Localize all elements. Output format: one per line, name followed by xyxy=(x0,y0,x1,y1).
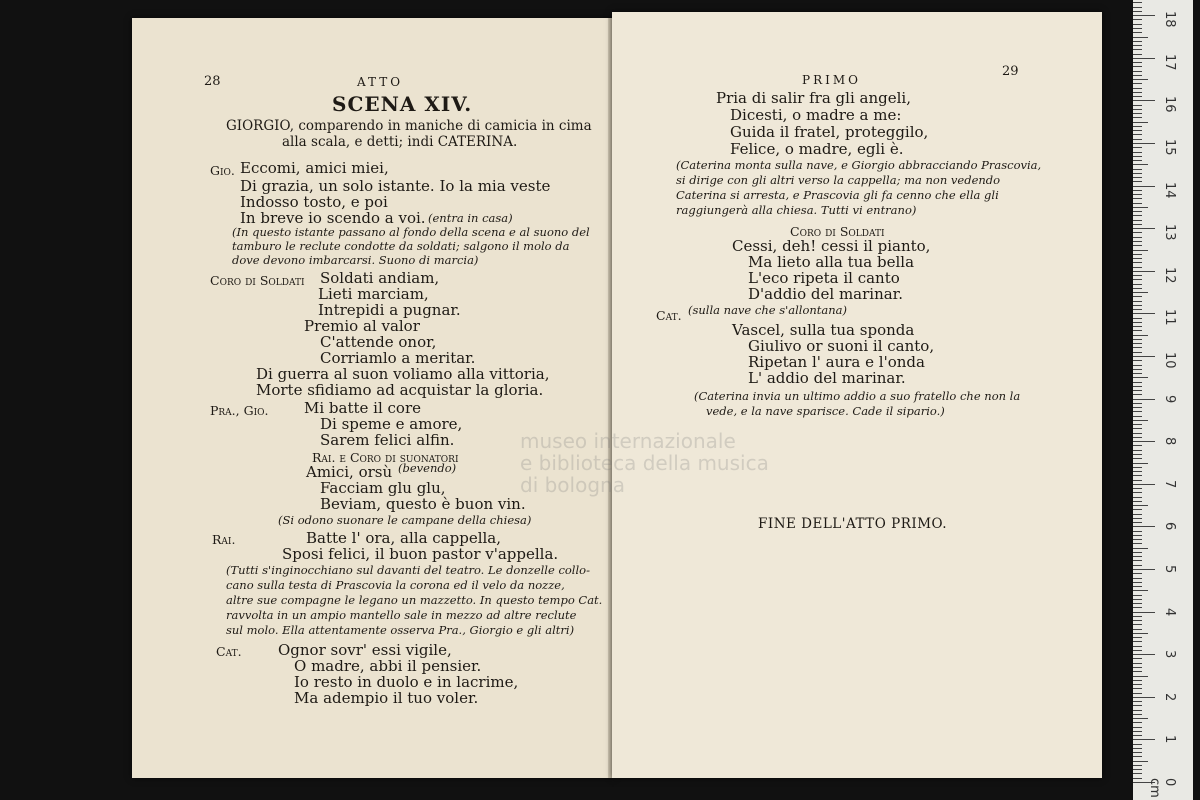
ruler-tick xyxy=(1133,701,1142,702)
stage-note: vede, e la nave sparisce. Cade il sipario.) xyxy=(706,404,945,418)
ruler-tick xyxy=(1133,522,1142,523)
ruler-tick xyxy=(1133,424,1142,425)
ruler-tick xyxy=(1133,552,1142,553)
ruler-number: 4 xyxy=(1162,607,1177,616)
scene-title: SCENA XIV. xyxy=(332,92,473,116)
verse-line: Vascel, sulla tua sponda xyxy=(732,321,915,339)
ruler-tick xyxy=(1133,220,1142,221)
ruler-tick xyxy=(1133,756,1142,757)
ruler-tick xyxy=(1133,377,1148,378)
ruler-tick xyxy=(1133,139,1142,140)
verse-line: Dicesti, o madre a me: xyxy=(730,106,902,124)
ruler-tick xyxy=(1133,654,1155,655)
verse-line: C'attende onor, xyxy=(320,333,437,351)
ruler-tick xyxy=(1133,454,1142,455)
ruler-tick xyxy=(1133,731,1142,732)
ruler-tick xyxy=(1133,343,1142,344)
verse-line: L' addio del marinar. xyxy=(748,369,906,387)
ruler-tick xyxy=(1133,228,1155,229)
ruler-tick xyxy=(1133,292,1148,293)
ruler-tick xyxy=(1133,680,1142,681)
speaker-label: Rai. e Coro di suonatori xyxy=(312,450,459,465)
ruler-tick xyxy=(1133,739,1155,740)
verse-line: Cessi, deh! cessi il pianto, xyxy=(732,237,931,255)
ruler-number: 10 xyxy=(1162,352,1177,369)
ruler-tick xyxy=(1133,152,1142,153)
ruler-tick xyxy=(1133,624,1142,625)
ruler-tick xyxy=(1133,718,1148,719)
speaker-label: Pra., Gio. xyxy=(210,403,269,418)
ruler-tick xyxy=(1133,710,1142,711)
right-page xyxy=(612,12,1102,778)
ruler-tick xyxy=(1133,620,1142,621)
ruler-tick xyxy=(1133,727,1142,728)
verse-line: O madre, abbi il pensier. xyxy=(294,657,482,675)
speaker-label: Cat. xyxy=(656,308,682,323)
ruler-tick xyxy=(1133,58,1155,59)
ruler-tick xyxy=(1133,318,1142,319)
ruler-tick xyxy=(1133,480,1142,481)
ruler-number: 3 xyxy=(1162,650,1177,659)
ruler-tick xyxy=(1133,744,1142,745)
ruler-tick xyxy=(1133,603,1142,604)
ruler-tick xyxy=(1133,450,1142,451)
ruler-tick xyxy=(1133,773,1142,774)
stage-note: sul molo. Ella attentamente osserva Pra., Giorgio e gli altri) xyxy=(226,623,575,637)
ruler-tick xyxy=(1133,156,1142,157)
ruler-tick xyxy=(1133,556,1142,557)
ruler-tick xyxy=(1133,693,1142,694)
verse-line: Guida il fratel, proteggilo, xyxy=(730,123,929,141)
ruler-tick xyxy=(1133,765,1142,766)
ruler-tick xyxy=(1133,761,1148,762)
running-header: ATTO xyxy=(357,75,404,89)
ruler-number: 6 xyxy=(1162,522,1177,531)
ruler-tick xyxy=(1133,237,1142,238)
verse-line: Felice, o madre, egli è. xyxy=(730,140,904,158)
ruler-tick xyxy=(1133,509,1142,510)
ruler-tick xyxy=(1133,267,1142,268)
ruler-tick xyxy=(1133,535,1142,536)
ruler-tick xyxy=(1133,386,1142,387)
ruler-tick xyxy=(1133,539,1142,540)
ruler-tick xyxy=(1133,356,1155,357)
speaker-label: Cat. xyxy=(216,644,242,659)
ruler-tick xyxy=(1133,582,1142,583)
ruler-tick xyxy=(1133,467,1142,468)
ruler-number: 11 xyxy=(1162,309,1177,326)
verse-line: Pria di salir fra gli angeli, xyxy=(716,89,911,107)
stage-note: si dirige con gli altri verso la cappella; ma non vedendo xyxy=(676,173,1001,187)
ruler-tick xyxy=(1133,134,1142,135)
library-watermark: museo internazionale e biblioteca della musica di bologna xyxy=(520,429,769,497)
stage-note: (In questo istante passano al fondo della scena e al suono del xyxy=(232,225,590,239)
verse-line: Di grazia, un solo istante. Io la mia veste xyxy=(240,177,551,195)
stage-direction: alla scala, e detti; indi CATERINA. xyxy=(282,134,518,150)
ruler-tick xyxy=(1133,15,1155,16)
ruler-tick xyxy=(1133,595,1142,596)
ruler-tick xyxy=(1133,19,1142,20)
ruler-tick xyxy=(1133,181,1142,182)
ruler-tick xyxy=(1133,403,1142,404)
ruler-tick xyxy=(1133,697,1155,698)
ruler-tick xyxy=(1133,548,1148,549)
ruler-tick xyxy=(1133,301,1142,302)
ruler-tick xyxy=(1133,160,1142,161)
ruler-tick xyxy=(1133,109,1142,110)
ruler-tick xyxy=(1133,514,1142,515)
ruler-tick xyxy=(1133,578,1142,579)
ruler-number: 2 xyxy=(1162,692,1177,702)
ruler-tick xyxy=(1133,66,1142,67)
verse-line: Corriamlo a meritar. xyxy=(320,349,476,367)
ruler-number: 8 xyxy=(1162,437,1177,446)
ruler-number: 9 xyxy=(1162,394,1177,403)
ruler-tick xyxy=(1133,714,1142,715)
ruler-tick xyxy=(1133,11,1142,12)
ruler-tick xyxy=(1133,32,1142,33)
verse-line: Di speme e amore, xyxy=(320,415,463,433)
ruler-tick xyxy=(1133,735,1142,736)
ruler-tick xyxy=(1133,629,1142,630)
ruler-tick xyxy=(1133,352,1142,353)
ruler-tick xyxy=(1133,296,1142,297)
ruler-tick xyxy=(1133,130,1142,131)
ruler-tick xyxy=(1133,241,1142,242)
ruler-tick xyxy=(1133,586,1142,587)
ruler-tick xyxy=(1133,518,1142,519)
ruler-tick xyxy=(1133,45,1142,46)
ruler-tick xyxy=(1133,752,1142,753)
measurement-ruler xyxy=(1133,0,1193,800)
ruler-tick xyxy=(1133,96,1142,97)
ruler-tick xyxy=(1133,658,1142,659)
ruler-tick xyxy=(1133,420,1148,421)
verse-line: Sarem felici alfin. xyxy=(320,431,455,449)
stage-direction: GIORGIO, comparendo in maniche di camicia in cima xyxy=(226,118,592,134)
ruler-tick xyxy=(1133,71,1142,72)
ruler-tick xyxy=(1133,778,1142,779)
ruler-tick xyxy=(1133,2,1142,3)
ruler-tick xyxy=(1133,573,1142,574)
ruler-tick xyxy=(1133,637,1142,638)
ruler-tick xyxy=(1133,565,1142,566)
ruler-tick xyxy=(1133,569,1155,570)
verse-line: Giulivo or suoni il canto, xyxy=(748,337,935,355)
ruler-tick xyxy=(1133,471,1142,472)
ruler-tick xyxy=(1133,463,1148,464)
stage-note: (bevendo) xyxy=(398,461,457,475)
ruler-tick xyxy=(1133,232,1142,233)
speaker-label: Coro di Soldati xyxy=(210,273,305,288)
ruler-tick xyxy=(1133,49,1142,50)
ruler-tick xyxy=(1133,250,1148,251)
ruler-tick xyxy=(1133,143,1155,144)
ruler-number: 18 xyxy=(1162,11,1177,28)
ruler-tick xyxy=(1133,275,1142,276)
ruler-number: 1 xyxy=(1162,735,1177,744)
ruler-number: 15 xyxy=(1162,139,1177,156)
ruler-tick xyxy=(1133,330,1142,331)
ruler-tick xyxy=(1133,198,1142,199)
running-header: PRIMO xyxy=(802,73,861,87)
verse-line: Eccomi, amici miei, xyxy=(240,159,389,177)
ruler-tick xyxy=(1133,211,1142,212)
ruler-tick xyxy=(1133,612,1155,613)
verse-line: Premio al valor xyxy=(304,317,420,335)
ruler-tick xyxy=(1133,190,1142,191)
ruler-tick xyxy=(1133,117,1142,118)
ruler-tick xyxy=(1133,492,1142,493)
ruler-tick xyxy=(1133,322,1142,323)
ruler-tick xyxy=(1133,169,1142,170)
ruler-tick xyxy=(1133,164,1148,165)
ruler-tick xyxy=(1133,271,1155,272)
ruler-tick xyxy=(1133,305,1142,306)
ruler-tick xyxy=(1133,488,1142,489)
ruler-tick xyxy=(1133,671,1142,672)
ruler-tick xyxy=(1133,75,1142,76)
verse-line: Ognor sovr' essi vigile, xyxy=(278,641,452,659)
ruler-tick xyxy=(1133,428,1142,429)
ruler-tick xyxy=(1133,445,1142,446)
ruler-tick xyxy=(1133,369,1142,370)
ruler-tick xyxy=(1133,313,1155,314)
ruler-tick xyxy=(1133,497,1142,498)
ruler-number: 12 xyxy=(1162,266,1177,284)
verse-line: Ma lieto alla tua bella xyxy=(748,253,915,271)
verse-line: Beviam, questo è buon vin. xyxy=(320,495,526,513)
verse-line: Batte l' ora, alla cappella, xyxy=(306,529,502,547)
stage-note: tamburo le reclute condotte da soldati; salgono il molo da xyxy=(232,239,570,253)
ruler-number: 0 cm xyxy=(1147,778,1177,798)
ruler-tick xyxy=(1133,284,1142,285)
left-page xyxy=(132,18,614,778)
verse-line: In breve io scendo a voi. xyxy=(240,209,426,227)
ruler-tick xyxy=(1133,663,1142,664)
ruler-tick xyxy=(1133,79,1148,80)
ruler-tick xyxy=(1133,505,1148,506)
stage-note: (sulla nave che s'allontana) xyxy=(688,303,848,317)
ruler-tick xyxy=(1133,339,1142,340)
stage-note: dove devono imbarcarsi. Suono di marcia) xyxy=(232,253,479,267)
ruler-tick xyxy=(1133,7,1142,8)
stage-note: (Tutti s'inginocchiano sul davanti del teatro. Le donzelle collo- xyxy=(226,563,590,577)
ruler-number: 14 xyxy=(1162,181,1177,199)
ruler-tick xyxy=(1133,531,1142,532)
ruler-tick xyxy=(1133,335,1148,336)
ruler-tick xyxy=(1133,475,1142,476)
ruler-tick xyxy=(1133,186,1155,187)
ruler-tick xyxy=(1133,365,1142,366)
ruler-tick xyxy=(1133,88,1142,89)
verse-line: Io resto in duolo e in lacrime, xyxy=(294,673,519,691)
ruler-tick xyxy=(1133,147,1142,148)
ruler-tick xyxy=(1133,382,1142,383)
ruler-tick xyxy=(1133,684,1142,685)
ruler-number: 13 xyxy=(1162,224,1177,241)
ruler-tick xyxy=(1133,633,1148,634)
ruler-tick xyxy=(1133,100,1155,101)
ruler-tick xyxy=(1133,769,1142,770)
ruler-number: 17 xyxy=(1162,53,1177,71)
ruler-tick xyxy=(1133,607,1142,608)
ruler-tick xyxy=(1133,92,1142,93)
ruler-tick xyxy=(1133,224,1142,225)
ruler-tick xyxy=(1133,279,1142,280)
ruler-tick xyxy=(1133,62,1142,63)
ruler-tick xyxy=(1133,122,1148,123)
verse-line: Mi batte il core xyxy=(304,399,422,417)
ruler-tick xyxy=(1133,105,1142,106)
ruler-tick xyxy=(1133,722,1142,723)
ruler-tick xyxy=(1133,258,1142,259)
ruler-tick xyxy=(1133,411,1142,412)
stage-note: (Caterina monta sulla nave, e Giorgio abbracciando Prascovia, xyxy=(676,158,1042,172)
ruler-tick xyxy=(1133,688,1142,689)
ruler-tick xyxy=(1133,360,1142,361)
ruler-tick xyxy=(1133,416,1142,417)
speaker-label: Gio. xyxy=(210,163,235,178)
ruler-tick xyxy=(1133,543,1142,544)
ruler-tick xyxy=(1133,590,1148,591)
ruler-tick xyxy=(1133,207,1148,208)
verse-line: Di guerra al suon voliamo alla vittoria, xyxy=(256,365,550,383)
stage-note: raggiungerà alla chiesa. Tutti vi entrano) xyxy=(676,203,917,217)
stage-note: ravvolta in un ampio mantello sale in mezzo ad altre reclute xyxy=(226,608,577,622)
ruler-tick xyxy=(1133,748,1142,749)
verse-line: Lieti marciam, xyxy=(318,285,429,303)
ruler-tick xyxy=(1133,288,1142,289)
ruler-tick xyxy=(1133,126,1142,127)
ruler-tick xyxy=(1133,54,1142,55)
page-number: 29 xyxy=(1002,64,1019,79)
ruler-tick xyxy=(1133,394,1142,395)
stage-note: (Caterina invia un ultimo addio a suo fratello che non la xyxy=(694,389,1021,403)
ruler-tick xyxy=(1133,667,1142,668)
ruler-tick xyxy=(1133,560,1142,561)
ruler-tick xyxy=(1133,399,1155,400)
ruler-tick xyxy=(1133,309,1142,310)
stage-note: (Si odono suonare le campane della chiesa) xyxy=(278,513,532,527)
ruler-tick xyxy=(1133,113,1142,114)
ruler-tick xyxy=(1133,28,1142,29)
speaker-label: Rai. xyxy=(212,532,236,547)
ruler-tick xyxy=(1133,245,1142,246)
ruler-tick xyxy=(1133,484,1155,485)
ruler-tick xyxy=(1133,641,1142,642)
ruler-tick xyxy=(1133,194,1142,195)
page-number: 28 xyxy=(204,74,221,89)
ruler-tick xyxy=(1133,433,1142,434)
verse-line: Intrepidi a pugnar. xyxy=(318,301,461,319)
verse-line: Ma adempio il tuo voler. xyxy=(294,689,479,707)
ruler-number: 16 xyxy=(1162,96,1177,113)
verse-line: Amici, orsù xyxy=(306,463,393,481)
ruler-tick xyxy=(1133,501,1142,502)
verse-line: Facciam glu glu, xyxy=(320,479,446,497)
ruler-tick xyxy=(1133,407,1142,408)
speaker-label: Coro di Soldati xyxy=(790,224,885,239)
ruler-tick xyxy=(1133,373,1142,374)
verse-line: Soldati andiam, xyxy=(320,269,440,287)
ruler-tick xyxy=(1133,177,1142,178)
verse-line: D'addio del marinar. xyxy=(748,285,903,303)
verse-line: Morte sfidiamo ad acquistar la gloria. xyxy=(256,381,544,399)
ruler-number: 5 xyxy=(1162,565,1177,574)
ruler-tick xyxy=(1133,326,1142,327)
ruler-tick xyxy=(1133,173,1142,174)
ruler-tick xyxy=(1133,599,1142,600)
ruler-tick xyxy=(1133,705,1142,706)
ruler-tick xyxy=(1133,646,1142,647)
ruler-number: 7 xyxy=(1162,479,1177,489)
stage-note: (entra in casa) xyxy=(428,211,513,225)
verse-line: Indosso tosto, e poi xyxy=(240,193,388,211)
ruler-tick xyxy=(1133,650,1142,651)
stage-note: cano sulla testa di Prascovia la corona ed il velo da nozze, xyxy=(226,578,565,592)
ruler-tick xyxy=(1133,616,1142,617)
ruler-tick xyxy=(1133,83,1142,84)
ruler-tick xyxy=(1133,458,1142,459)
ruler-tick xyxy=(1133,254,1142,255)
verse-line: Sposi felici, il buon pastor v'appella. xyxy=(282,545,559,563)
end-of-act: FINE DELL'ATTO PRIMO. xyxy=(758,516,948,532)
verse-line: Ripetan l' aura e l'onda xyxy=(748,353,925,371)
stage-note: altre sue compagne le legano un mazzetto. In questo tempo Cat. xyxy=(226,593,603,607)
verse-line: L'eco ripeta il canto xyxy=(748,269,900,287)
ruler-tick xyxy=(1133,203,1142,204)
ruler-tick xyxy=(1133,24,1142,25)
ruler-tick xyxy=(1133,347,1142,348)
ruler-tick xyxy=(1133,676,1148,677)
ruler-tick xyxy=(1133,262,1142,263)
ruler-tick xyxy=(1133,437,1142,438)
ruler-tick xyxy=(1133,441,1155,442)
ruler-tick xyxy=(1133,526,1155,527)
ruler-tick xyxy=(1133,37,1148,38)
ruler-tick xyxy=(1133,215,1142,216)
ruler-tick xyxy=(1133,390,1142,391)
stage-note: Caterina si arresta, e Prascovia gli fa cenno che ella gli xyxy=(676,188,999,202)
ruler-tick xyxy=(1133,41,1142,42)
